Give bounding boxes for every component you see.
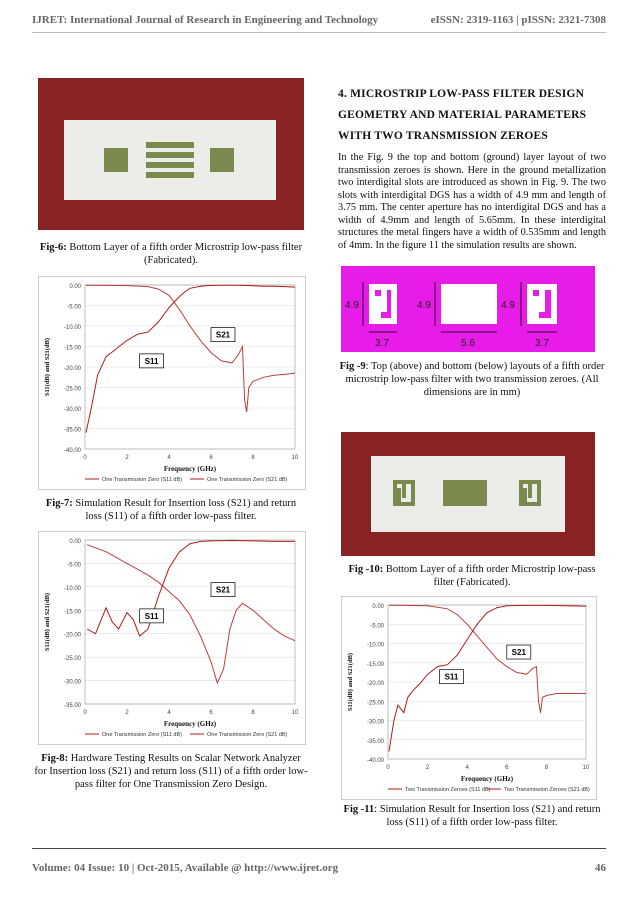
x-tick-label: 8 bbox=[251, 455, 255, 461]
y-tick-label: -10.00 bbox=[366, 642, 384, 649]
y-axis-label: S11(dB) and S21(dB) bbox=[347, 652, 354, 712]
y-tick-label: -35.00 bbox=[63, 427, 81, 434]
x-axis-label: Frequency (GHz) bbox=[163, 465, 217, 473]
y-tick-label: -10.00 bbox=[63, 325, 81, 331]
x-axis-label: Frequency (GHz) bbox=[163, 720, 217, 728]
y-tick-label: -25.00 bbox=[63, 386, 81, 393]
annotation-s21: S21 bbox=[511, 648, 526, 658]
y-axis-label: S11(dB) and S21(dB) bbox=[44, 337, 51, 397]
y-tick-label: 0.00 bbox=[69, 539, 81, 545]
y-tick-label: -20.00 bbox=[63, 366, 81, 372]
dim-width-3: 4.9 bbox=[501, 300, 515, 311]
x-tick-label: 6 bbox=[505, 765, 509, 771]
annotation-s11: S11 bbox=[144, 611, 159, 621]
annotation-s21: S21 bbox=[215, 585, 231, 595]
fig8-caption: Fig-8: Hardware Testing Results on Scalar Network Analyzer for Insertion loss (S21) and return loss (S11) of a fifth order low-pass filter for One Transmission Zero Design. bbox=[34, 753, 308, 790]
fig11-caption: Fig -11: Simulation Result for Insertion loss (S21) and return loss (S11) of a fifth order low-pass filter. bbox=[343, 804, 601, 828]
x-tick-label: 2 bbox=[425, 765, 430, 771]
series-line-s11 bbox=[86, 285, 295, 432]
legend-entry: Two Transmission Zeroes (S21 dB) bbox=[504, 787, 590, 793]
volume-info: Volume: 04 Issue: 10 | Oct-2015, Available @ http://www.ijret.org bbox=[32, 862, 339, 874]
x-tick-label: 10 bbox=[291, 455, 299, 461]
annotation-s11: S11 bbox=[144, 356, 159, 366]
annotation-s21: S21 bbox=[215, 330, 231, 340]
legend-entry: One Transmission Zero (S21 dB) bbox=[207, 732, 288, 738]
y-tick-label: -15.00 bbox=[63, 609, 81, 616]
y-tick-label: -25.00 bbox=[366, 700, 384, 707]
x-tick-label: 4 bbox=[167, 455, 171, 461]
fig11-plot bbox=[342, 597, 596, 799]
y-tick-label: -40.00 bbox=[63, 448, 81, 454]
y-tick-label: -5.00 bbox=[370, 623, 384, 630]
series-line-s11 bbox=[389, 605, 586, 751]
section-title: 4. MICROSTRIP LOW-PASS FILTER DESIGN GEOMETRY AND MATERIAL PARAMETERS WITH TWO TRANSMISSION ZEROES bbox=[338, 88, 587, 142]
x-tick-label: 8 bbox=[251, 710, 255, 716]
fig8-chart bbox=[38, 531, 306, 745]
annotation-s11: S11 bbox=[444, 672, 459, 682]
x-tick-label: 2 bbox=[125, 710, 129, 716]
dim-length-1: 3.7 bbox=[375, 338, 389, 349]
journal-name: IJRET: International Journal of Research in Engineering and Technology bbox=[32, 14, 379, 26]
fig10-caption: Fig -10: Bottom Layer of a fifth order Microstrip low-pass filter (Fabricated). bbox=[348, 564, 596, 588]
y-tick-label: 0.00 bbox=[69, 284, 81, 290]
dim-length-2: 5.6 bbox=[461, 338, 475, 349]
fig9-caption: Fig -9: Top (above) and bottom (below) layouts of a fifth order microstrip low-pass filter with two transmission zeroes. (All dimensions are in mm) bbox=[339, 361, 605, 398]
x-tick-label: 2 bbox=[125, 455, 129, 461]
y-tick-label: -5.00 bbox=[67, 562, 81, 569]
x-tick-label: 4 bbox=[167, 710, 171, 716]
dim-length-3: 3.7 bbox=[535, 338, 549, 349]
x-tick-label: 10 bbox=[582, 765, 590, 771]
pcb-pad-left bbox=[104, 148, 128, 172]
x-tick-label: 0 bbox=[83, 710, 87, 716]
fig9-svg bbox=[341, 266, 595, 352]
pcb-finger bbox=[146, 162, 194, 168]
y-tick-label: -10.00 bbox=[63, 585, 81, 592]
x-axis-label: Frequency (GHz) bbox=[460, 775, 514, 783]
series-line-s21 bbox=[87, 545, 295, 683]
fig8-plot bbox=[39, 532, 305, 744]
pcb-finger bbox=[146, 142, 194, 148]
x-tick-label: 4 bbox=[465, 765, 469, 771]
y-tick-label: -35.00 bbox=[366, 738, 384, 745]
pcb-pad-right bbox=[210, 148, 234, 172]
fig7-caption: Fig-7: Simulation Result for Insertion loss (S21) and return loss (S11) of a fifth order low-pass filter. bbox=[45, 498, 297, 522]
legend-entry: Two Transmission Zeroes (S11 dB) bbox=[405, 787, 491, 793]
plot-area bbox=[85, 540, 295, 704]
x-tick-label: 6 bbox=[209, 455, 213, 461]
dim-width-1: 4.9 bbox=[345, 300, 359, 311]
series-line-s11 bbox=[87, 541, 295, 637]
page-number: 46 bbox=[595, 862, 606, 874]
x-tick-label: 0 bbox=[83, 455, 87, 461]
pcb-finger bbox=[146, 172, 194, 178]
series-line-s21 bbox=[86, 285, 295, 412]
legend-entry: One Transmission Zero (S11 dB) bbox=[102, 732, 182, 738]
legend-entry: One Transmission Zero (S11 dB) bbox=[102, 477, 182, 483]
fig11-chart bbox=[341, 596, 597, 800]
y-tick-label: -40.00 bbox=[366, 758, 384, 764]
dim-width-2: 4.9 bbox=[417, 300, 431, 311]
issn: eISSN: 2319-1163 | pISSN: 2321-7308 bbox=[430, 14, 606, 26]
x-tick-label: 6 bbox=[209, 710, 213, 716]
pcb-board bbox=[64, 120, 276, 200]
y-tick-label: -25.00 bbox=[63, 656, 81, 663]
header-rule bbox=[32, 32, 606, 33]
fig7-chart bbox=[38, 276, 306, 490]
series-line-s21 bbox=[389, 605, 586, 713]
pcb-finger bbox=[146, 152, 194, 158]
y-tick-label: -30.00 bbox=[366, 719, 384, 726]
y-tick-label: -20.00 bbox=[366, 681, 384, 687]
x-tick-label: 0 bbox=[386, 765, 390, 771]
y-axis-label: S11(dB) and S21(dB) bbox=[44, 592, 51, 652]
fig10-photo bbox=[341, 432, 595, 556]
fig9-layout bbox=[341, 266, 595, 352]
fig6-photo bbox=[38, 78, 304, 230]
y-tick-label: -20.00 bbox=[63, 632, 81, 639]
pcb-board bbox=[371, 456, 565, 532]
y-tick-label: -15.00 bbox=[63, 345, 81, 352]
y-tick-label: 0.00 bbox=[372, 604, 384, 610]
pcb-pattern bbox=[371, 456, 565, 532]
section-body: In the Fig. 9 the top and bottom (ground) layer layout of two transmission zeroes is shown. Here in the ground metallization two interdigital slots are introduced as shown in Fig. 9. The two slots with interdigital DGS has a width of 4.9 mm and length of 3.75 mm. The center aperture has no interdigital DGS and has a width of 4.9mm and length of 5.65mm. In these interdigital structures the metal fingers have a width of 0.535mm and length of 4mm. In the figure 11 the simulation results are shown. bbox=[338, 152, 606, 251]
fig7-plot bbox=[39, 277, 305, 489]
legend-entry: One Transmission Zero (S21 dB) bbox=[207, 477, 288, 483]
y-tick-label: -30.00 bbox=[63, 679, 81, 686]
y-tick-label: -15.00 bbox=[366, 661, 384, 668]
x-tick-label: 10 bbox=[291, 710, 299, 716]
fig6-caption: Fig-6: Bottom Layer of a fifth order Microstrip low-pass filter (Fabricated). bbox=[39, 242, 303, 266]
footer-rule bbox=[32, 848, 606, 849]
y-tick-label: -30.00 bbox=[63, 407, 81, 413]
y-tick-label: -5.00 bbox=[67, 304, 81, 311]
y-tick-label: -35.00 bbox=[63, 703, 81, 709]
x-tick-label: 8 bbox=[544, 765, 549, 771]
